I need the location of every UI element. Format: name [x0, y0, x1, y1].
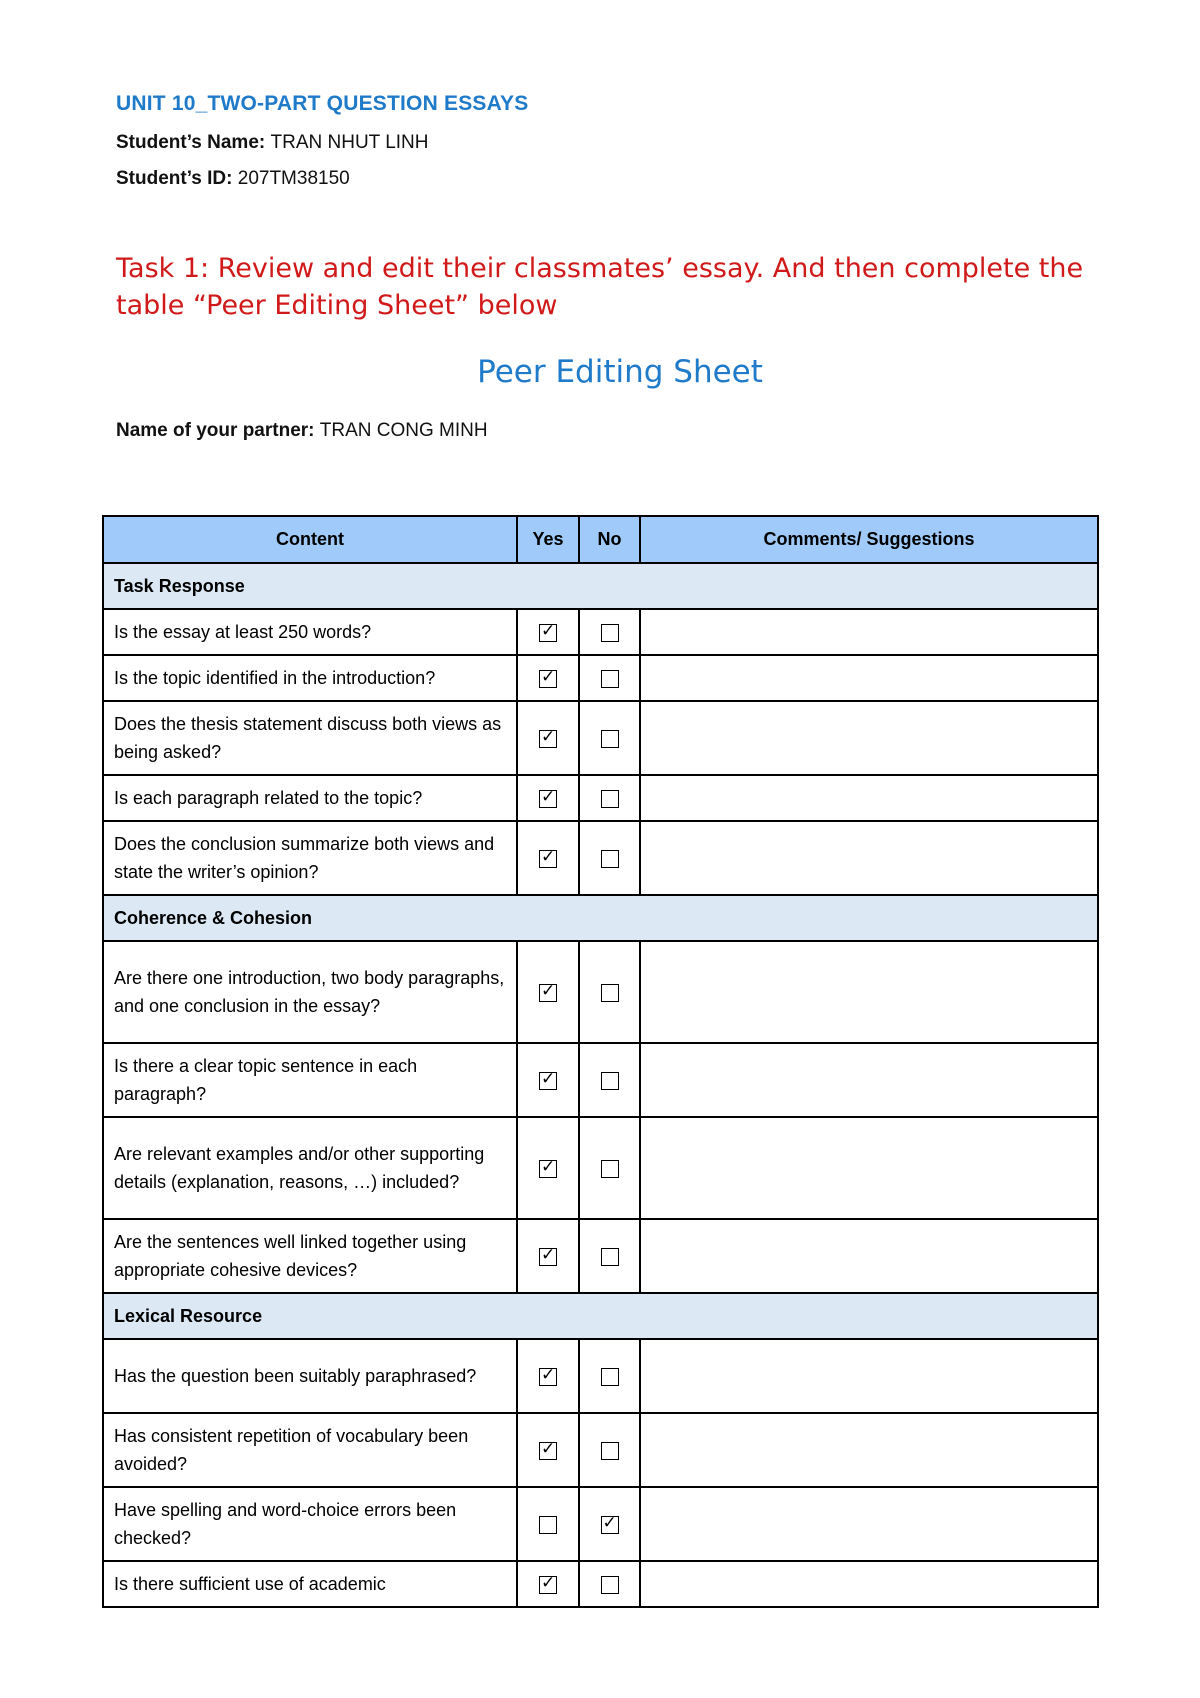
check-mark-icon: ✓: [541, 1365, 556, 1386]
header-yes: Yes: [517, 516, 579, 563]
yes-cell: [517, 1487, 579, 1561]
check-mark-icon: ✓: [541, 621, 556, 642]
empty-checkbox-icon[interactable]: [601, 624, 619, 642]
empty-checkbox-icon[interactable]: [601, 1072, 619, 1090]
yes-cell: [517, 1413, 579, 1487]
empty-checkbox-icon[interactable]: [601, 730, 619, 748]
header-comments: Comments/ Suggestions: [640, 516, 1098, 563]
question-cell: Is the topic identified in the introduction?: [103, 655, 517, 701]
yes-cell: [517, 1043, 579, 1117]
question-cell: Are there one introduction, two body paragraphs, and one conclusion in the essay?: [103, 941, 517, 1043]
comment-cell[interactable]: [640, 941, 1098, 1043]
question-cell: Are the sentences well linked together using appropriate cohesive devices?: [103, 1219, 517, 1293]
yes-cell: [517, 1219, 579, 1293]
comment-cell[interactable]: [640, 609, 1098, 655]
checked-checkbox-icon[interactable]: [539, 667, 557, 688]
check-mark-icon: ✓: [541, 1573, 556, 1594]
empty-checkbox-icon[interactable]: [601, 984, 619, 1002]
checked-checkbox-icon[interactable]: [539, 621, 557, 642]
table-row: [103, 1487, 1098, 1561]
header-no: No: [579, 516, 640, 563]
section-title: Coherence & Cohesion: [103, 895, 1098, 941]
check-mark-icon: ✓: [541, 727, 556, 748]
comment-cell[interactable]: [640, 655, 1098, 701]
checked-checkbox-icon[interactable]: [539, 1439, 557, 1460]
yes-cell: [517, 1561, 579, 1607]
student-id-label: Student’s ID:: [116, 168, 233, 189]
comment-cell[interactable]: [640, 821, 1098, 895]
empty-checkbox-icon[interactable]: [539, 1516, 557, 1534]
table-row: [103, 655, 1098, 701]
checked-checkbox-icon[interactable]: [539, 1365, 557, 1386]
checked-checkbox-icon[interactable]: [539, 787, 557, 808]
no-cell: [579, 1219, 640, 1293]
empty-checkbox-icon[interactable]: [601, 1160, 619, 1178]
checked-checkbox-icon[interactable]: [539, 847, 557, 868]
checked-checkbox-icon[interactable]: [539, 1573, 557, 1594]
empty-checkbox-icon[interactable]: [601, 1368, 619, 1386]
checked-checkbox-icon[interactable]: [539, 1245, 557, 1266]
table-row: [103, 821, 1098, 895]
table-row: [103, 609, 1098, 655]
check-mark-icon: ✓: [541, 1245, 556, 1266]
question-cell: Has the question been suitably paraphrased?: [103, 1339, 517, 1413]
section-row: [103, 563, 1098, 609]
partner-name: TRAN CONG MINH: [319, 420, 488, 441]
empty-checkbox-icon[interactable]: [601, 1576, 619, 1594]
student-name-label: Student’s Name:: [116, 132, 266, 153]
table-row: [103, 701, 1098, 775]
empty-checkbox-icon[interactable]: [601, 850, 619, 868]
section-row: [103, 1293, 1098, 1339]
comment-cell[interactable]: [640, 1219, 1098, 1293]
checked-checkbox-icon[interactable]: [601, 1513, 619, 1534]
check-mark-icon: ✓: [541, 1069, 556, 1090]
question-cell: Is there a clear topic sentence in each paragraph?: [103, 1043, 517, 1117]
no-cell: [579, 1339, 640, 1413]
table-row: [103, 1043, 1098, 1117]
comment-cell[interactable]: [640, 1043, 1098, 1117]
check-mark-icon: ✓: [541, 667, 556, 688]
checked-checkbox-icon[interactable]: [539, 727, 557, 748]
check-mark-icon: ✓: [541, 1157, 556, 1178]
question-cell: Does the thesis statement discuss both views as being asked?: [103, 701, 517, 775]
unit-title: UNIT 10_TWO-PART QUESTION ESSAYS: [116, 92, 529, 115]
table-row: [103, 1117, 1098, 1219]
empty-checkbox-icon[interactable]: [601, 670, 619, 688]
task-instruction: Task 1: Review and edit their classmates’ essay. And then complete the table “Peer Editing Sheet” below: [116, 253, 1084, 321]
table-row: [103, 1561, 1098, 1607]
no-cell: [579, 1413, 640, 1487]
no-cell: [579, 1487, 640, 1561]
question-cell: Is the essay at least 250 words?: [103, 609, 517, 655]
section-title: Task Response: [103, 563, 1098, 609]
student-name-value: TRAN NHUT LINH: [270, 132, 429, 153]
question-cell: Is each paragraph related to the topic?: [103, 775, 517, 821]
partner-label: Name of your partner:: [116, 420, 315, 441]
yes-cell: [517, 1339, 579, 1413]
yes-cell: [517, 701, 579, 775]
table-row: [103, 941, 1098, 1043]
question-cell: Has consistent repetition of vocabulary been avoided?: [103, 1413, 517, 1487]
question-cell: Does the conclusion summarize both views and state the writer’s opinion?: [103, 821, 517, 895]
no-cell: [579, 701, 640, 775]
empty-checkbox-icon[interactable]: [601, 1248, 619, 1266]
table-row: [103, 1219, 1098, 1293]
header-content: Content: [103, 516, 517, 563]
yes-cell: [517, 1117, 579, 1219]
table-row: [103, 1413, 1098, 1487]
peer-editing-table: [102, 515, 1099, 1608]
no-cell: [579, 941, 640, 1043]
student-name-line: [116, 132, 429, 154]
section-title: Lexical Resource: [103, 1293, 1098, 1339]
question-cell: Have spelling and word-choice errors been checked?: [103, 1487, 517, 1561]
check-mark-icon: ✓: [541, 787, 556, 808]
check-mark-icon: ✓: [541, 981, 556, 1002]
checked-checkbox-icon[interactable]: [539, 1157, 557, 1178]
no-cell: [579, 775, 640, 821]
comment-cell[interactable]: [640, 1339, 1098, 1413]
comment-cell[interactable]: [640, 1487, 1098, 1561]
empty-checkbox-icon[interactable]: [601, 790, 619, 808]
partner-line: [116, 420, 488, 442]
table-row: [103, 775, 1098, 821]
no-cell: [579, 821, 640, 895]
comment-cell[interactable]: [640, 775, 1098, 821]
table-header-row: [103, 516, 1098, 563]
comment-cell[interactable]: [640, 701, 1098, 775]
empty-checkbox-icon[interactable]: [601, 1442, 619, 1460]
no-cell: [579, 1043, 640, 1117]
yes-cell: [517, 821, 579, 895]
question-cell: Is there sufficient use of academic: [103, 1561, 517, 1607]
no-cell: [579, 655, 640, 701]
section-row: [103, 895, 1098, 941]
student-id-line: [116, 168, 350, 190]
check-mark-icon: ✓: [541, 847, 556, 868]
comment-cell[interactable]: [640, 1117, 1098, 1219]
no-cell: [579, 1117, 640, 1219]
sheet-title: Peer Editing Sheet: [477, 354, 763, 390]
no-cell: [579, 1561, 640, 1607]
check-mark-icon: ✓: [541, 1439, 556, 1460]
yes-cell: [517, 941, 579, 1043]
student-id-value: 207TM38150: [237, 168, 350, 189]
checked-checkbox-icon[interactable]: [539, 981, 557, 1002]
comment-cell[interactable]: [640, 1413, 1098, 1487]
question-cell: Are relevant examples and/or other supporting details (explanation, reasons, …) included?: [103, 1117, 517, 1219]
checked-checkbox-icon[interactable]: [539, 1069, 557, 1090]
table-row: [103, 1339, 1098, 1413]
comment-cell[interactable]: [640, 1561, 1098, 1607]
yes-cell: [517, 775, 579, 821]
no-cell: [579, 609, 640, 655]
yes-cell: [517, 609, 579, 655]
check-mark-icon: ✓: [602, 1513, 617, 1534]
yes-cell: [517, 655, 579, 701]
